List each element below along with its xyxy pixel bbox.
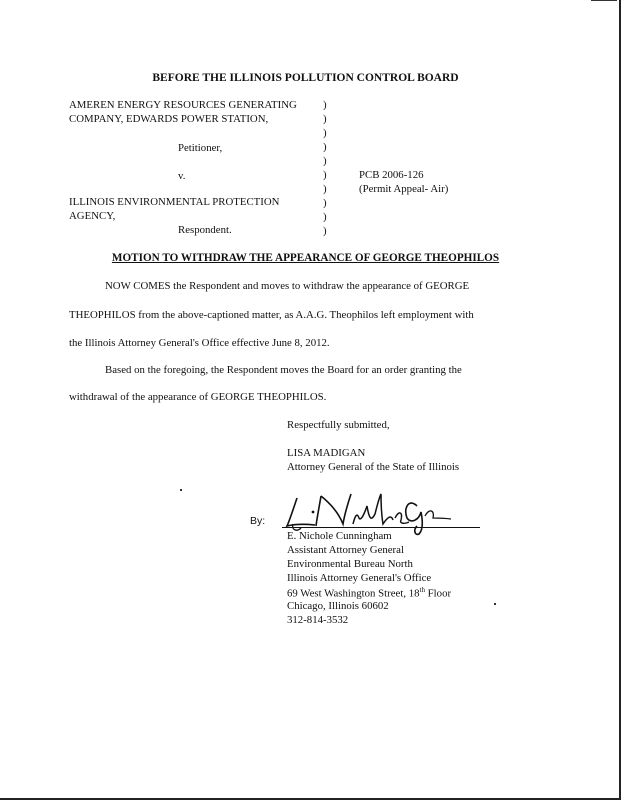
caption-paren: ) bbox=[323, 169, 327, 181]
attorney-general-title: Attorney General of the State of Illinois bbox=[287, 461, 460, 473]
signer-office: Illinois Attorney General's Office bbox=[287, 572, 432, 584]
signer-title: Assistant Attorney General bbox=[287, 544, 404, 556]
board-heading: BEFORE THE ILLINOIS POLLUTION CONTROL BOARD bbox=[152, 72, 459, 84]
petitioner-name-line1: AMEREN ENERGY RESOURCES GENERATING bbox=[69, 99, 297, 111]
petitioner-name-line2: COMPANY, EDWARDS POWER STATION, bbox=[69, 113, 269, 125]
caption-paren: ) bbox=[323, 197, 327, 209]
motion-title: MOTION TO WITHDRAW THE APPEARANCE OF GEORGE THEOPHILOS bbox=[111, 252, 500, 264]
paragraph-1-line-3: the Illinois Attorney General's Office effective June 8, 2012. bbox=[69, 337, 330, 349]
respondent-name-line2: AGENCY, bbox=[69, 210, 116, 222]
signer-phone: 312-814-3532 bbox=[287, 614, 349, 626]
caption-paren: ) bbox=[323, 183, 327, 195]
caption-paren: ) bbox=[323, 141, 327, 153]
by-label: By: bbox=[250, 515, 266, 527]
scan-edge-top bbox=[591, 0, 617, 1]
street-prefix: 69 West Washington Street, 18 bbox=[287, 587, 420, 600]
caption-paren: ) bbox=[323, 211, 327, 223]
paragraph-1-line-2: THEOPHILOS from the above-captioned matter, as A.A.G. Theophilos left employment with bbox=[69, 309, 474, 321]
respondent-label: Respondent. bbox=[178, 224, 232, 236]
paragraph-2-line-1: Based on the foregoing, the Respondent moves the Board for an order granting the bbox=[105, 364, 462, 376]
scan-speck bbox=[494, 603, 496, 605]
signer-city: Chicago, Illinois 60602 bbox=[287, 600, 389, 612]
attorney-general-name: LISA MADIGAN bbox=[287, 447, 366, 459]
case-type: (Permit Appeal- Air) bbox=[359, 183, 449, 195]
signer-bureau: Environmental Bureau North bbox=[287, 558, 413, 570]
petitioner-label: Petitioner, bbox=[178, 142, 223, 154]
signer-name: E. Nichole Cunningham bbox=[287, 530, 392, 542]
caption-paren: ) bbox=[323, 155, 327, 167]
respondent-name-line1: ILLINOIS ENVIRONMENTAL PROTECTION bbox=[69, 196, 280, 208]
respectfully-submitted: Respectfully submitted, bbox=[287, 419, 390, 431]
paragraph-1-line-1: NOW COMES the Respondent and moves to withdraw the appearance of GEORGE bbox=[105, 280, 470, 292]
caption-paren: ) bbox=[323, 225, 327, 237]
scan-speck bbox=[180, 489, 182, 491]
street-suffix: Floor bbox=[424, 587, 452, 600]
signature-line bbox=[282, 527, 480, 528]
caption-paren: ) bbox=[323, 99, 327, 111]
caption-paren: ) bbox=[323, 113, 327, 125]
caption-paren: ) bbox=[323, 127, 327, 139]
street-ordinal-suffix: th bbox=[419, 586, 425, 594]
signer-street bbox=[287, 586, 451, 600]
versus-label: v. bbox=[178, 170, 186, 182]
case-number: PCB 2006-126 bbox=[359, 169, 424, 181]
paragraph-2-line-2: withdrawal of the appearance of GEORGE THEOPHILOS. bbox=[69, 391, 327, 403]
handwritten-signature bbox=[283, 488, 453, 536]
